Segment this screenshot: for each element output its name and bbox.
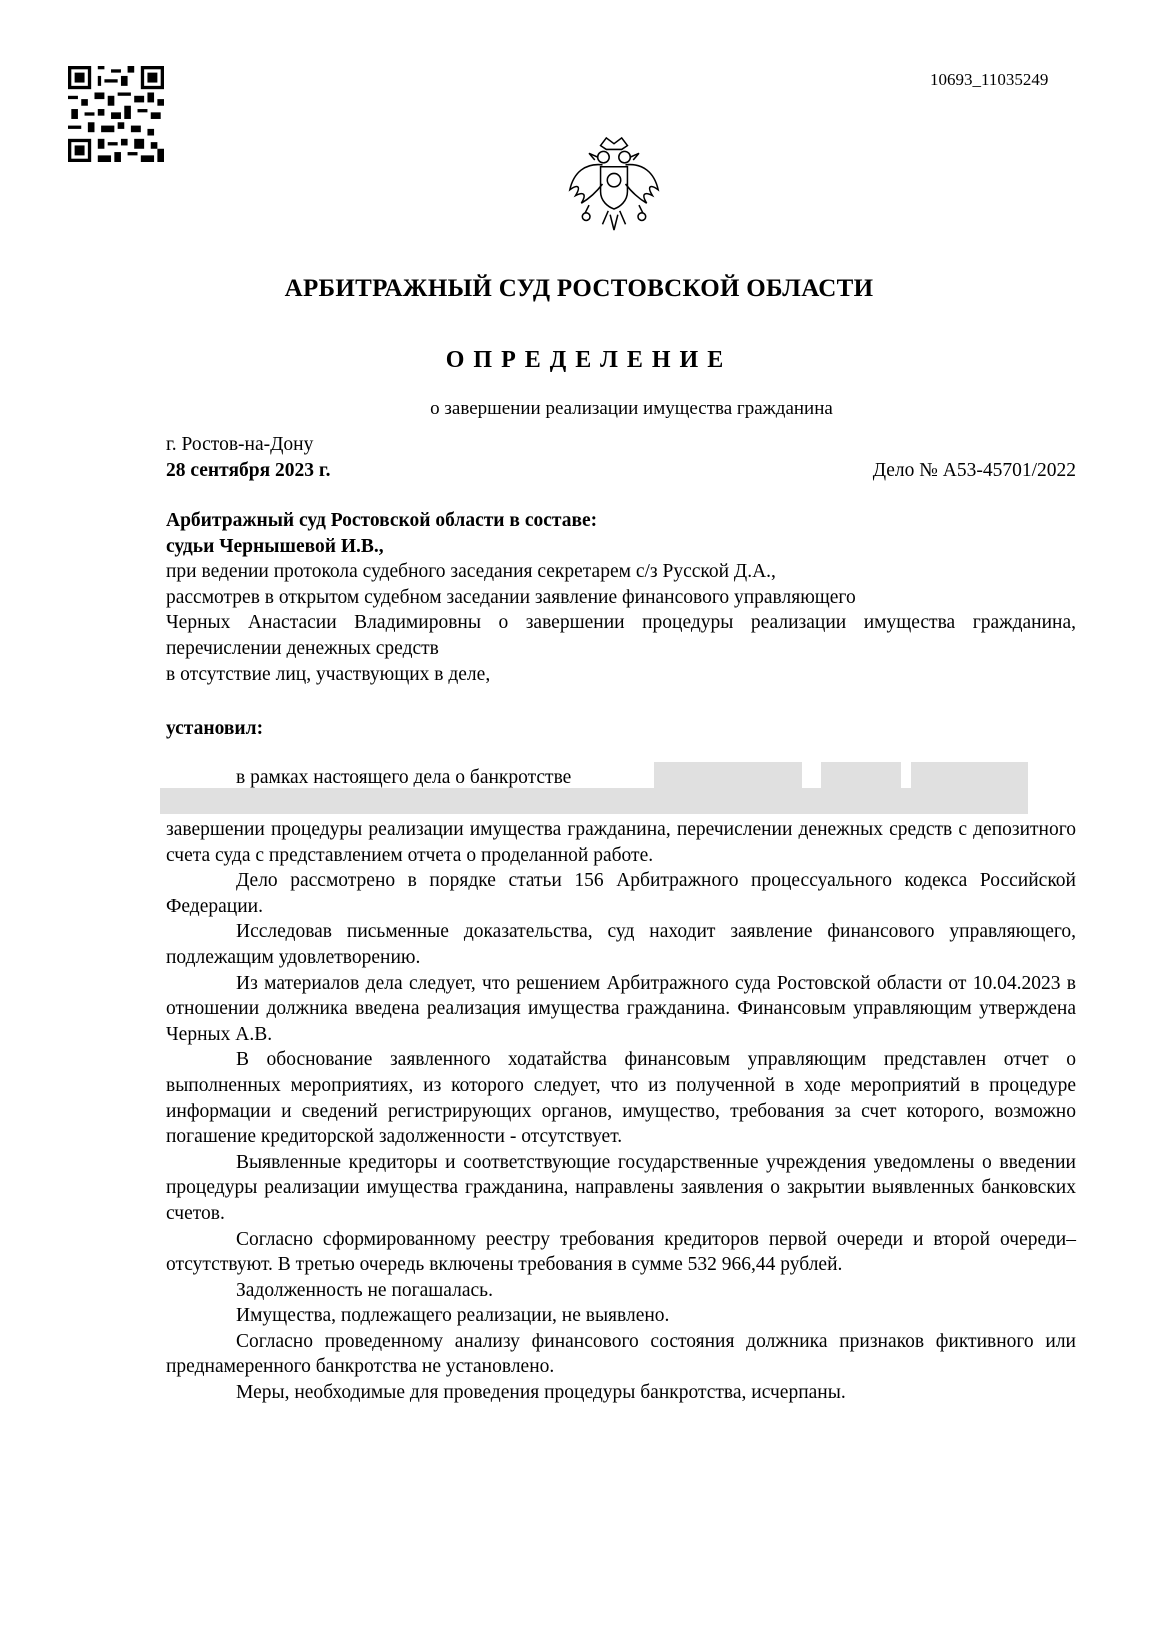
body-paragraph: Имущества, подлежащего реализации, не выявлено. bbox=[236, 1305, 670, 1327]
body-paragraph: Исследовав письменные доказательства, суд находит заявление финансового управляющего, подлежащим удовлетворению. bbox=[166, 921, 1076, 968]
body-paragraph: Согласно сформированному реестру требования кредиторов первой очереди и второй очереди– отсутствуют. В третью очередь включены требования в сумме 532 966,44 рублей. bbox=[166, 1228, 1076, 1276]
body-first-line-text: в рамках настоящего дела о банкротстве bbox=[236, 767, 572, 788]
meta-block bbox=[166, 432, 1076, 483]
redacted-area bbox=[911, 762, 1028, 788]
redacted-area bbox=[654, 762, 802, 788]
document-subtitle: о завершении реализации имущества гражданина bbox=[430, 398, 833, 419]
intro-line: Черных Анастасии Владимировны о завершении процедуры реализации имущества гражданина, перечислении денежных средств bbox=[166, 612, 1076, 659]
body-paragraph: Согласно проведенному анализу финансового состояния должника признаков фиктивного или преднамеренного банкротства не установлено. bbox=[166, 1330, 1076, 1378]
court-composition: Арбитражный суд Ростовской области в составе: bbox=[166, 510, 598, 531]
body-paragraph: Задолженность не погашалась. bbox=[236, 1279, 493, 1301]
body-paragraph: В обоснование заявленного ходатайства финансовым управляющим представлен отчет о выполненных мероприятиях, из которого следует, что из полученной в ходе мероприятий в процедуре информации и сведений регистрирующих органов, имущество, требования за счет которого, возможно погашение кредиторской задолженности - отсутствует. bbox=[166, 1049, 1076, 1148]
case-number: Дело № А53-45701/2022 bbox=[872, 459, 1076, 481]
body-block bbox=[166, 817, 1076, 1406]
body-paragraph: завершении процедуры реализации имущества гражданина, перечислении денежных средств с депозитного счета суда с представлением отчета о проделанной работе. bbox=[166, 819, 1076, 866]
body-paragraph: Выявленные кредиторы и соответствующие государственные учреждения уведомлены о введении процедуры реализации имущества гражданина, направлены заявления о закрытии выявленных банковских счетов. bbox=[166, 1151, 1076, 1224]
qr-code-icon bbox=[68, 66, 164, 162]
judge: судьи Чернышевой И.В., bbox=[166, 535, 384, 557]
city: г. Ростов-на-Дону bbox=[166, 434, 314, 455]
body-paragraph: Меры, необходимые для проведения процедуры банкротства, исчерпаны. bbox=[236, 1382, 846, 1404]
coat-of-arms-icon bbox=[566, 134, 662, 234]
document-id: 10693_11035249 bbox=[930, 70, 1049, 89]
court-name: АРБИТРАЖНЫЙ СУД РОСТОВСКОЙ ОБЛАСТИ bbox=[284, 275, 874, 302]
intro-line: при ведении протокола судебного заседания секретарем с/з Русской Д.А., bbox=[166, 561, 776, 583]
document-type: ОПРЕДЕЛЕНИЕ bbox=[445, 347, 733, 373]
intro-line: рассмотрев в открытом судебном заседании заявление финансового управляющего bbox=[166, 586, 856, 608]
intro-line: в отсутствие лиц, участвующих в деле, bbox=[166, 663, 491, 685]
established-label: установил: bbox=[166, 718, 264, 739]
redacted-area bbox=[160, 788, 1028, 814]
body-paragraph: Из материалов дела следует, что решением Арбитражного суда Ростовской области от 10.04.2023 в отношении должника введена реализация имущества гражданина. Финансовым управляющим утверждена Черных А.В. bbox=[166, 972, 1076, 1045]
date: 28 сентября 2023 г. bbox=[166, 459, 331, 481]
intro-block bbox=[166, 508, 1076, 687]
body-paragraph: Дело рассмотрено в порядке статьи 156 Арбитражного процессуального кодекса Российской Федерации. bbox=[166, 870, 1076, 917]
redacted-area bbox=[821, 762, 901, 788]
